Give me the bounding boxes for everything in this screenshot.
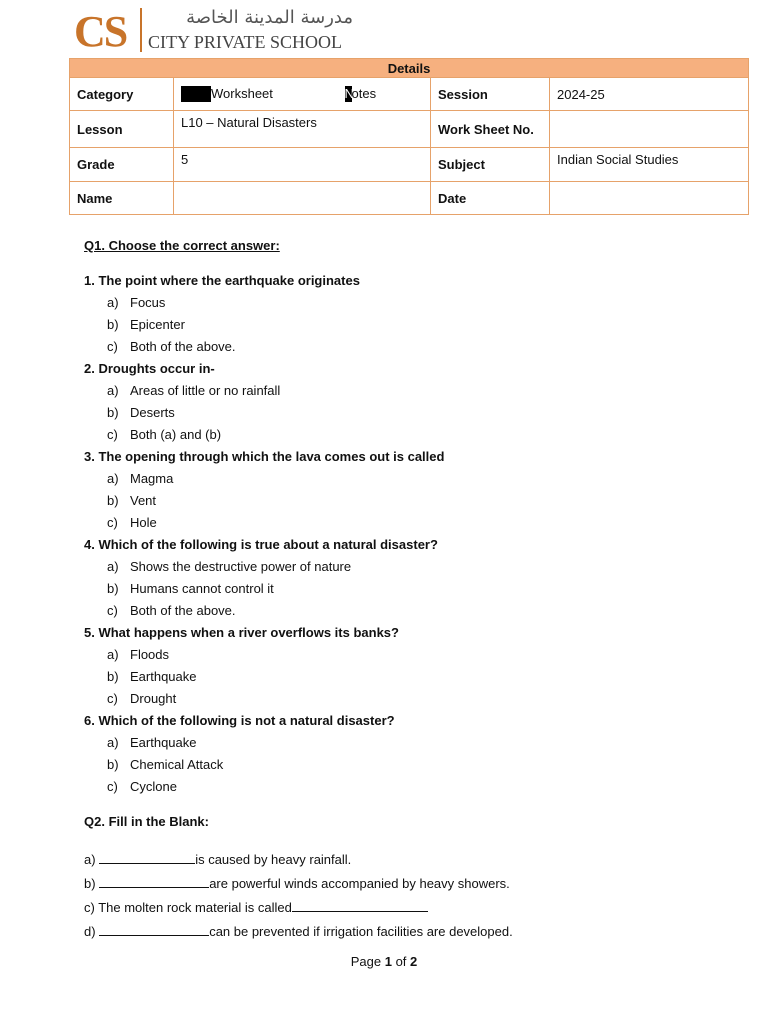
option-letter: a) — [107, 471, 119, 486]
question-3-option-2[interactable] — [84, 490, 744, 512]
category-notes: otes — [351, 85, 377, 101]
question-5: 5. What happens when a river overflows its banks? — [84, 625, 399, 640]
blank-c-text: c) The molten rock material is called — [84, 900, 292, 915]
option-text: Both of the above. — [130, 339, 236, 354]
footer-page-word: Page — [350, 954, 382, 969]
date-label: Date — [431, 182, 550, 215]
option-text: Both (a) and (b) — [130, 427, 222, 442]
worksheet-no-value[interactable] — [550, 111, 749, 148]
blank-b-prefix: b) — [84, 876, 96, 891]
redaction-box — [181, 86, 211, 102]
blank-a-prefix: a) — [84, 852, 96, 867]
option-letter: b) — [107, 757, 119, 772]
question-3-option-1[interactable] — [84, 468, 744, 490]
subject-label: Subject — [431, 148, 550, 182]
question-1-option-1[interactable] — [84, 292, 744, 314]
blank-b-line[interactable] — [99, 875, 209, 888]
q1-question-list — [84, 270, 744, 798]
grade-label: Grade — [70, 148, 174, 182]
option-text: Deserts — [130, 405, 175, 420]
category-label: Category — [70, 78, 174, 111]
session-label: Session — [431, 78, 550, 111]
date-value[interactable] — [550, 182, 749, 215]
option-text: Vent — [130, 493, 157, 508]
question-6-option-2[interactable] — [84, 754, 744, 776]
option-letter: c) — [107, 515, 118, 530]
fill-blank-b — [84, 872, 744, 896]
option-letter: a) — [107, 735, 119, 750]
blank-a-text: is caused by heavy rainfall. — [195, 852, 352, 867]
category-value — [174, 78, 431, 111]
option-text: Drought — [130, 691, 177, 706]
option-text: Hole — [130, 515, 157, 530]
option-text: Shows the destructive power of nature — [130, 559, 352, 574]
worksheet-content — [84, 234, 744, 944]
question-1-option-3[interactable] — [84, 336, 744, 358]
school-name-english: CITY PRIVATE SCHOOL — [148, 32, 343, 52]
option-text: Focus — [130, 295, 166, 310]
name-value[interactable] — [174, 182, 431, 215]
lesson-value: L10 – Natural Disasters — [174, 111, 431, 148]
redacted-notes-initial: N — [344, 86, 354, 102]
details-table — [69, 58, 749, 215]
question-3-option-3[interactable] — [84, 512, 744, 534]
lesson-label: Lesson — [70, 111, 174, 148]
question-2: 2. Droughts occur in- — [84, 361, 215, 376]
option-text: Floods — [130, 647, 170, 662]
question-5-option-1[interactable] — [84, 644, 744, 666]
name-label: Name — [70, 182, 174, 215]
question-5-option-2[interactable] — [84, 666, 744, 688]
question-4-option-1[interactable] — [84, 556, 744, 578]
question-4: 4. Which of the following is true about a natural disaster? — [84, 537, 438, 552]
blank-c-line[interactable] — [292, 899, 428, 912]
question-6-option-3[interactable] — [84, 776, 744, 798]
page-footer — [0, 954, 768, 969]
option-text: Humans cannot control it — [130, 581, 274, 596]
blank-d-line[interactable] — [99, 923, 209, 936]
blank-d-prefix: d) — [84, 924, 96, 939]
worksheet-no-label: Work Sheet No. — [431, 111, 550, 148]
blank-a-line[interactable] — [99, 851, 195, 864]
option-text: Cyclone — [130, 779, 177, 794]
option-letter: c) — [107, 691, 118, 706]
blank-d-text: can be prevented if irrigation facilities are developed. — [209, 924, 513, 939]
session-value: 2024-25 — [550, 78, 749, 111]
option-letter: b) — [107, 317, 119, 332]
option-letter: c) — [107, 779, 118, 794]
option-letter: c) — [107, 339, 118, 354]
option-text: Earthquake — [130, 735, 197, 750]
school-name-arabic: مدرسة المدينة الخاصة — [186, 7, 353, 28]
question-1: 1. The point where the earthquake originates — [84, 273, 360, 288]
option-letter: b) — [107, 669, 119, 684]
logo-divider — [140, 8, 142, 52]
option-letter: a) — [107, 383, 119, 398]
question-2-option-2[interactable] — [84, 402, 744, 424]
option-letter: c) — [107, 427, 118, 442]
option-letter: c) — [107, 603, 118, 618]
option-letter: b) — [107, 405, 119, 420]
fill-blank-d — [84, 920, 744, 944]
option-letter: a) — [107, 295, 119, 310]
footer-page-total: 2 — [410, 954, 418, 969]
question-2-option-3[interactable] — [84, 424, 744, 446]
option-text: Epicenter — [130, 317, 185, 332]
q2-title: Q2. Fill in the Blank: — [84, 814, 209, 829]
option-letter: b) — [107, 581, 119, 596]
option-text: Both of the above. — [130, 603, 236, 618]
footer-of-word: of — [395, 954, 407, 969]
subject-value: Indian Social Studies — [550, 148, 749, 182]
option-text: Magma — [130, 471, 174, 486]
question-4-option-2[interactable] — [84, 578, 744, 600]
blank-b-text: are powerful winds accompanied by heavy showers. — [209, 876, 510, 891]
option-text: Areas of little or no rainfall — [130, 383, 281, 398]
option-text: Chemical Attack — [130, 757, 224, 772]
q1-title: Q1. Choose the correct answer: — [84, 238, 280, 253]
question-6-option-1[interactable] — [84, 732, 744, 754]
question-2-option-1[interactable] — [84, 380, 744, 402]
option-text: Earthquake — [130, 669, 197, 684]
footer-page-current: 1 — [384, 954, 392, 969]
option-letter: a) — [107, 647, 119, 662]
logo-letters: CS — [74, 7, 127, 56]
question-4-option-3[interactable] — [84, 600, 744, 622]
question-5-option-3[interactable] — [84, 688, 744, 710]
school-logo — [74, 4, 364, 56]
fill-blank-c — [84, 896, 744, 920]
option-letter: b) — [107, 493, 119, 508]
question-6: 6. Which of the following is not a natural disaster? — [84, 713, 395, 728]
details-heading: Details — [70, 59, 749, 78]
option-letter: a) — [107, 559, 119, 574]
category-worksheet: Worksheet — [211, 85, 273, 101]
question-3: 3. The opening through which the lava comes out is called — [84, 449, 445, 464]
question-1-option-2[interactable] — [84, 314, 744, 336]
fill-blank-a — [84, 848, 744, 872]
grade-value: 5 — [174, 148, 431, 182]
